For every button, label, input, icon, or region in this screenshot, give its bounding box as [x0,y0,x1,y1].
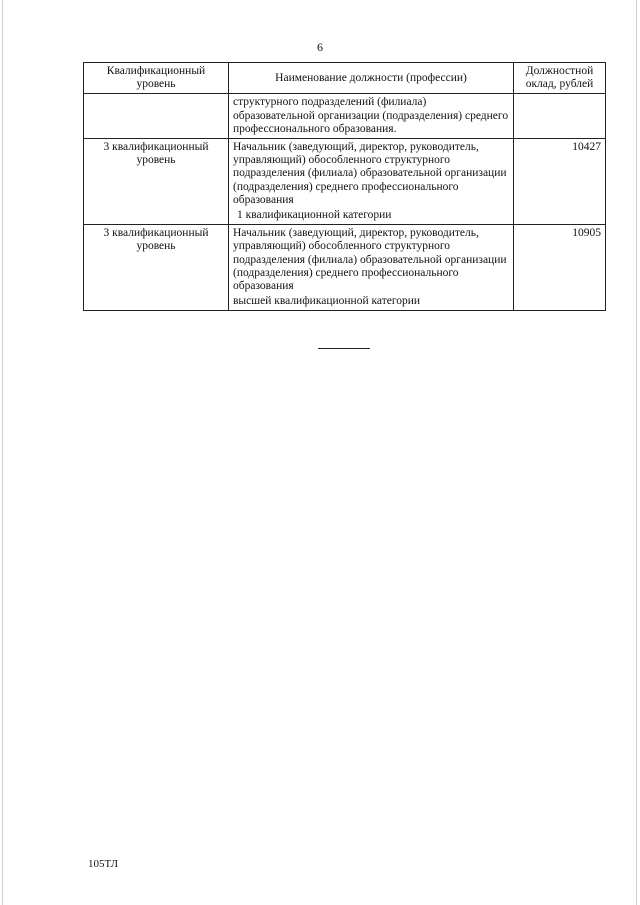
table-row [84,139,606,225]
row-position-text: структурного подразделений (филиала) образовательной организации (подразделения) среднего профессионального образования. [233,96,509,135]
header-salary: Должностной оклад, рублей [514,63,606,94]
row-salary: 10427 [514,139,606,225]
page-number: 6 [317,40,323,54]
salary-table [83,62,606,311]
row-position-text: Начальник (заведующий, директор, руководитель, управляющий) обособленного структурного подразделения (филиала) образовательной организации (подразделения) среднего профессионального образования [233,141,507,206]
row-level: 3 квалификационный уровень [84,225,229,311]
row-position [229,225,514,311]
row-level: 3 квалификационный уровень [84,139,229,225]
table-row [84,94,606,139]
row-position [229,94,514,139]
row-salary [514,94,606,139]
row-position-text: Начальник (заведующий, директор, руководитель, управляющий) обособленного структурного подразделения (филиала) образовательной организации (подразделения) среднего профессионального образования [233,227,507,293]
row-level [84,94,229,139]
table-row [84,225,606,311]
row-category: высшей квалификационной категории [233,295,421,308]
row-position [229,139,514,225]
footer-code: 105ТЛ [88,858,119,870]
header-position: Наименование должности (профессии) [229,63,514,94]
scan-edge-right [636,0,637,905]
header-level: Квалификационный уровень [84,63,229,94]
row-salary: 10905 [514,225,606,311]
scan-edge-left [2,0,3,905]
table-header-row [84,63,606,94]
end-divider [318,348,370,349]
row-category: 1 квалификационной категории [237,209,392,222]
